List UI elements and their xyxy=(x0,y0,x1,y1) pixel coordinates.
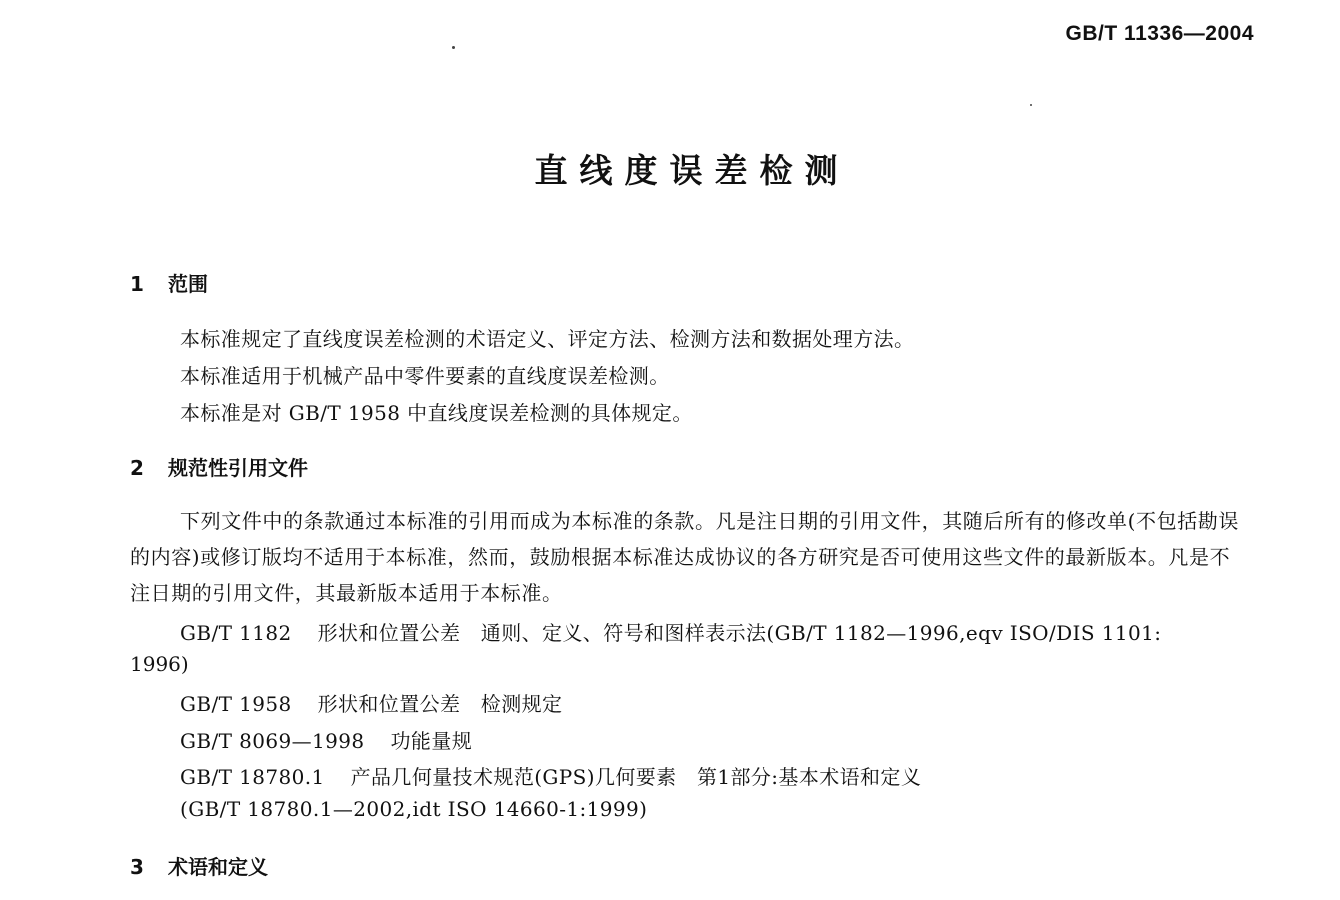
scan-speck xyxy=(452,46,455,49)
reference-code: GB/T 1182 xyxy=(180,621,292,645)
reference-title: 产品几何量技术规范(GPS)几何要素 第1部分:基本术语和定义 xyxy=(350,765,922,789)
reference-entry xyxy=(180,617,1161,646)
reference-entry xyxy=(180,725,472,754)
scope-paragraph: 本标准规定了直线度误差检测的术语定义、评定方法、检测方法和数据处理方法。 xyxy=(180,327,915,351)
reference-code: GB/T 8069—1998 xyxy=(180,729,365,753)
section-title: 范围 xyxy=(168,272,208,296)
section-heading-scope xyxy=(130,268,208,297)
scope-paragraph: 本标准适用于机械产品中零件要素的直线度误差检测。 xyxy=(180,364,670,388)
section-heading-normative-references xyxy=(130,452,308,481)
standard-number: GB/T 11336—2004 xyxy=(1065,22,1254,45)
reference-continuation: 1996) xyxy=(130,652,189,676)
section-number: 2 xyxy=(130,456,144,480)
scope-paragraph: 本标准是对 GB/T 1958 中直线度误差检测的具体规定。 xyxy=(180,401,693,425)
reference-entry xyxy=(180,761,921,790)
reference-title: 形状和位置公差 通则、定义、符号和图样表示法(GB/T 1182—1996,eqv ISO/DIS 1101: xyxy=(317,621,1162,645)
references-intro-paragraph: 下列文件中的条款通过本标准的引用而成为本标准的条款。凡是注日期的引用文件，其随后所有的修改单(不包括勘误的内容)或修订版均不适用于本标准，然而，鼓励根据本标准达成协议的各方研究是否可使用这些文件的最新版本。凡是不注日期的引用文件，其最新版本适用于本标准。 xyxy=(130,509,1240,605)
section-heading-terms-definitions xyxy=(130,851,268,880)
section-number: 1 xyxy=(130,272,144,296)
document-title: 直线度误差检测 xyxy=(534,151,850,190)
section-title: 规范性引用文件 xyxy=(168,456,308,480)
section-number: 3 xyxy=(130,855,144,879)
scan-speck xyxy=(1030,104,1032,106)
reference-entry xyxy=(180,688,562,717)
reference-title: 功能量规 xyxy=(390,729,473,753)
section-title: 术语和定义 xyxy=(168,855,268,879)
reference-title: 形状和位置公差 检测规定 xyxy=(317,692,563,716)
reference-continuation: (GB/T 18780.1—2002,idt ISO 14660-1:1999) xyxy=(180,797,648,821)
reference-code: GB/T 18780.1 xyxy=(180,765,325,789)
reference-code: GB/T 1958 xyxy=(180,692,292,716)
